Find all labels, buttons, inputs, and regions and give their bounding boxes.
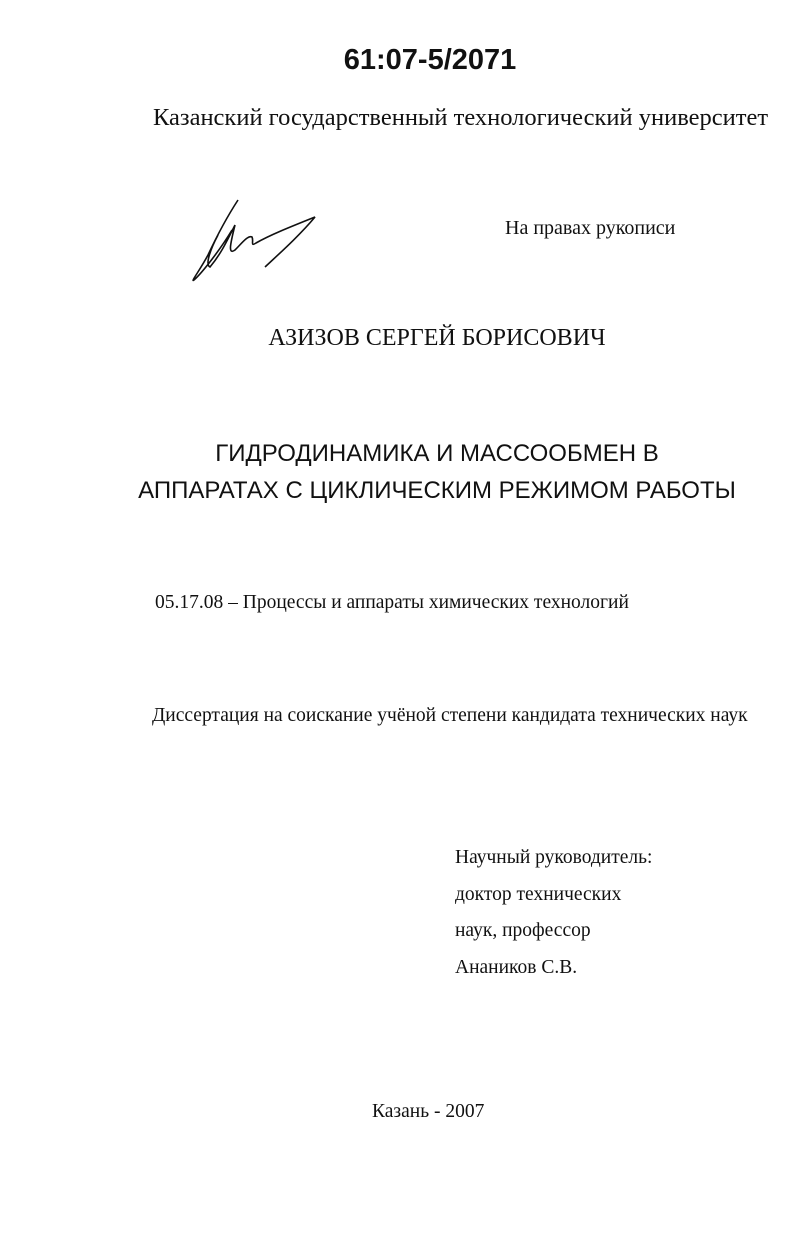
manuscript-rights-note: На правах рукописи (505, 217, 676, 239)
supervisor-title: наук, профессор (455, 920, 591, 941)
thesis-title-line-2: АППАРАТАХ С ЦИКЛИЧЕСКИМ РЕЖИМОМ РАБОТЫ (138, 477, 736, 504)
thesis-title-line-1: ГИДРОДИНАМИКА И МАССООБМЕН В (215, 440, 659, 467)
supervisor-name: Анаников С.В. (455, 957, 578, 978)
specialty: 05.17.08 – Процессы и аппараты химических технологий (155, 592, 629, 613)
supervisor-degree: доктор технических (455, 884, 622, 905)
place-year: Казань - 2007 (372, 1101, 485, 1122)
author-name: АЗИЗОВ СЕРГЕЙ БОРИСОВИЧ (268, 325, 606, 351)
dissertation-type: Диссертация на соискание учёной степени кандидата технических наук (152, 705, 748, 726)
signature (180, 195, 330, 290)
supervisor-label: Научный руководитель: (455, 847, 653, 868)
registry-code: 61:07-5/2071 (343, 44, 517, 76)
university-name: Казанский государственный технологический университет (153, 104, 769, 131)
